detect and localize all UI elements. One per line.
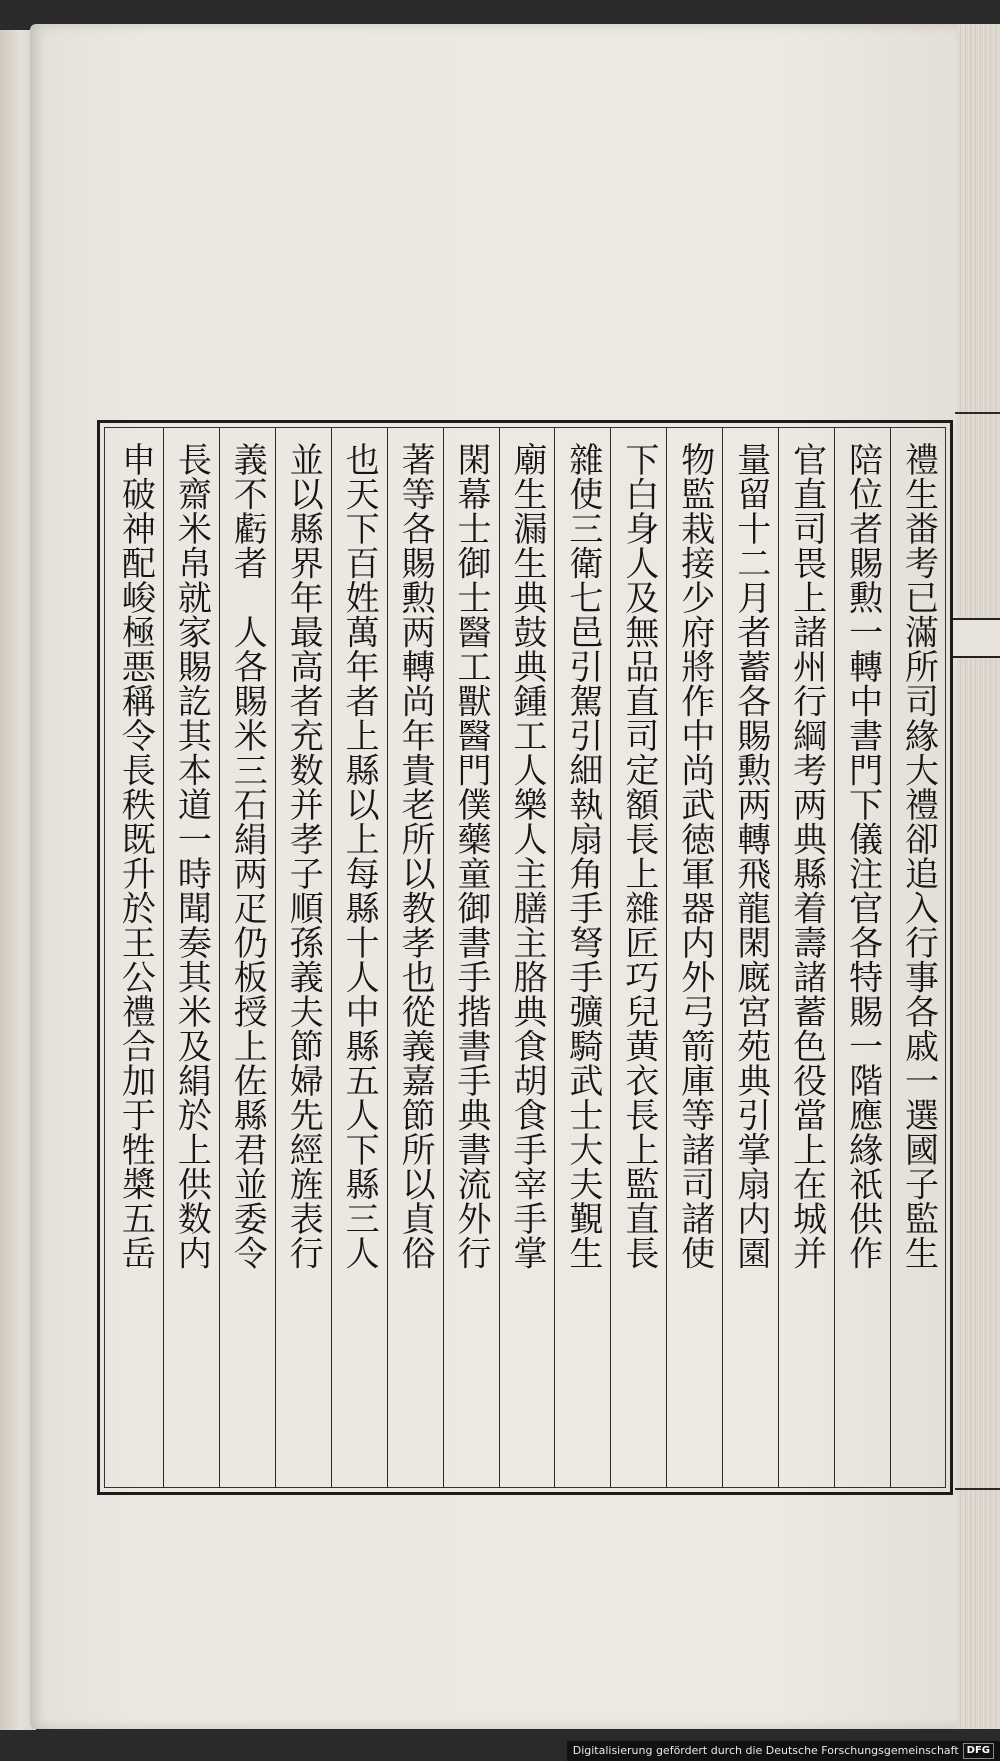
edge-rule-top <box>955 412 1000 414</box>
text-column: 義不虧者 人各賜米三石絹两疋仍板授上佐縣君並委令 <box>219 428 275 1488</box>
text-column: 申破神配峻極悪稱令長秩既升於王公禮合加于牲槳五岳 <box>115 442 156 1270</box>
text-column: 下白身人及無品直司定額長上雜匠巧兒黄衣長上監直長 <box>610 428 666 1488</box>
text-column: 量留十二月者蓄各賜勲两轉飛龍閑廐宮苑典引掌扇内園 <box>722 428 778 1488</box>
text-column: 物監栽接少府將作中尚武徳軍器内外弓箭庫等諸司諸使 <box>666 428 722 1488</box>
digitization-credit <box>567 1741 1000 1761</box>
text-column: 著等各賜勲两轉尚年貴老所以教孝也從義嘉節所以貞俗 <box>387 428 443 1488</box>
text-column: 也天下百姓萬年者上縣以上每縣十人中縣五人下縣三人 <box>331 428 387 1488</box>
text-columns <box>108 428 946 1488</box>
text-column: 閑幕士御士醫工獸醫門僕藥童御書手揩書手典書流外行 <box>443 428 499 1488</box>
dfg-logo: DFG <box>963 1743 994 1759</box>
text-column: 陪位者賜勲一轉中書門下儀注官各特賜一階應緣祇供作 <box>834 428 890 1488</box>
text-column: 廟生漏生典鼓典鍾工人樂人主膳主胳典食胡食手宰手掌 <box>499 428 555 1488</box>
page-stack-edges <box>957 24 1000 1729</box>
edge-rule-bottom <box>955 1488 1000 1490</box>
text-column: 禮生畨考已滿所司緣大禮卻追入行事各戚一選國子監生 <box>890 428 946 1488</box>
fore-edge-tab <box>950 618 1000 658</box>
text-column: 並以縣界年最高者充数并孝子順孫義夫節婦先經旌表行 <box>275 428 331 1488</box>
text-column: 官直司畏上諸州行綱考两典縣着壽諸蓄色役當上在城并 <box>778 428 834 1488</box>
credit-text: Digitalisierung gefördert durch die Deutsche Forschungsgemeinschaft <box>572 1744 959 1757</box>
text-column: 長齋米帛就家賜訖其本道一時聞奏其米及絹於上供数内 <box>163 428 219 1488</box>
text-column: 雜使三衛七邑引駕引細執扇角手弩手彍騎武士大夫覲生 <box>554 428 610 1488</box>
